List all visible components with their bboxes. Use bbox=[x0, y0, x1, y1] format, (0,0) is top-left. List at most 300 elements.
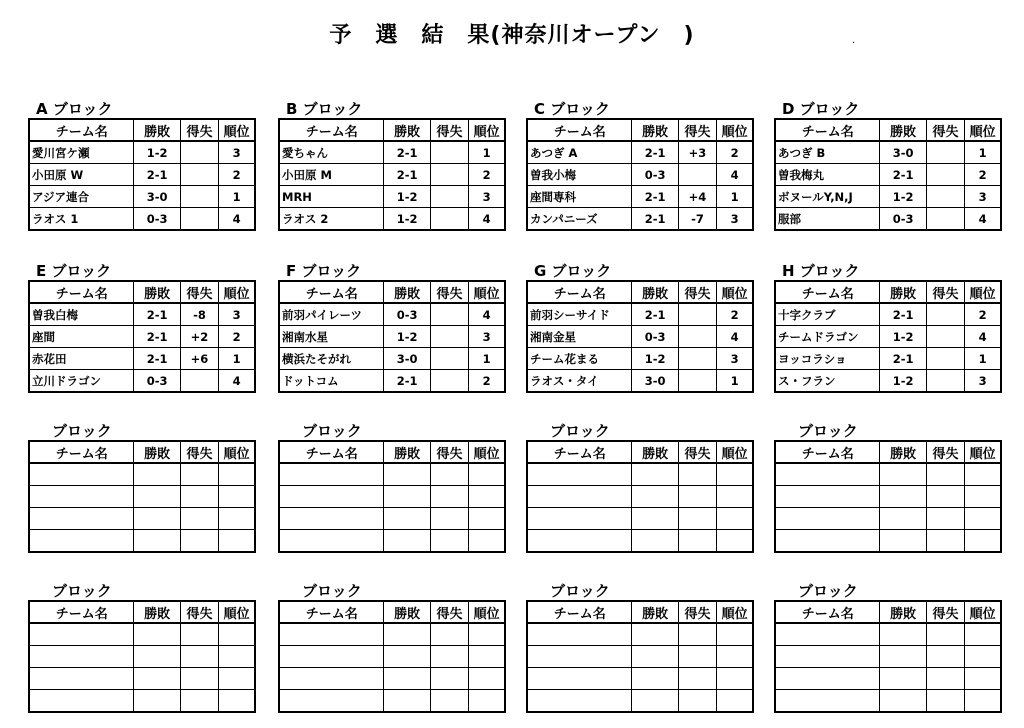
rank-cell: 2 bbox=[965, 164, 1001, 186]
stray-mark: · bbox=[852, 38, 856, 49]
rank-cell: 4 bbox=[219, 208, 255, 231]
team-cell: 横浜たそがれ bbox=[279, 348, 384, 370]
table-row bbox=[279, 164, 505, 186]
team-cell bbox=[29, 508, 134, 530]
table-row bbox=[279, 208, 505, 231]
team-cell: あつぎ B bbox=[775, 141, 880, 164]
header-team: チーム名 bbox=[775, 281, 880, 303]
standings-table bbox=[526, 280, 754, 393]
table-row bbox=[775, 348, 1001, 370]
goal-diff-cell bbox=[678, 690, 716, 713]
header-team: チーム名 bbox=[279, 281, 384, 303]
header-record: 勝敗 bbox=[384, 601, 430, 623]
header-goal-diff: 得失 bbox=[678, 601, 716, 623]
record-cell bbox=[880, 690, 926, 713]
team-cell: ラオス 2 bbox=[279, 208, 384, 231]
table-row bbox=[279, 303, 505, 326]
record-cell bbox=[384, 623, 430, 646]
table-row bbox=[527, 303, 753, 326]
record-cell bbox=[134, 690, 180, 713]
goal-diff-cell: +6 bbox=[180, 348, 218, 370]
rank-cell bbox=[965, 530, 1001, 553]
table-row bbox=[29, 348, 255, 370]
table-row bbox=[279, 186, 505, 208]
team-cell bbox=[527, 668, 632, 690]
header-goal-diff: 得失 bbox=[180, 441, 218, 463]
block-label: ブロック bbox=[550, 582, 610, 600]
header-team: チーム名 bbox=[29, 601, 134, 623]
rank-cell bbox=[717, 690, 753, 713]
rank-cell: 3 bbox=[219, 141, 255, 164]
goal-diff-cell: -8 bbox=[180, 303, 218, 326]
header-goal-diff: 得失 bbox=[430, 441, 468, 463]
header-record: 勝敗 bbox=[134, 601, 180, 623]
rank-cell bbox=[219, 668, 255, 690]
table-row bbox=[775, 208, 1001, 231]
team-cell bbox=[775, 623, 880, 646]
rank-cell bbox=[219, 530, 255, 553]
team-cell: 曽我白梅 bbox=[29, 303, 134, 326]
rank-cell: 4 bbox=[219, 370, 255, 393]
standings-table bbox=[278, 600, 506, 713]
table-row bbox=[775, 164, 1001, 186]
table-row bbox=[527, 690, 753, 713]
header-goal-diff: 得失 bbox=[678, 119, 716, 141]
record-cell bbox=[632, 486, 678, 508]
block-label: ブロック bbox=[302, 422, 362, 440]
team-cell: 小田原 M bbox=[279, 164, 384, 186]
goal-diff-cell bbox=[926, 463, 964, 486]
table-row bbox=[775, 530, 1001, 553]
table-row bbox=[29, 141, 255, 164]
rank-cell bbox=[219, 646, 255, 668]
record-cell: 2-1 bbox=[632, 186, 678, 208]
goal-diff-cell bbox=[678, 668, 716, 690]
header-team: チーム名 bbox=[775, 441, 880, 463]
goal-diff-cell bbox=[926, 141, 964, 164]
team-cell bbox=[527, 486, 632, 508]
header-record: 勝敗 bbox=[134, 281, 180, 303]
goal-diff-cell bbox=[180, 186, 218, 208]
header-rank: 順位 bbox=[717, 441, 753, 463]
record-cell: 1-2 bbox=[880, 370, 926, 393]
header-record: 勝敗 bbox=[134, 119, 180, 141]
table-row bbox=[279, 370, 505, 393]
table-row bbox=[527, 668, 753, 690]
goal-diff-cell bbox=[926, 690, 964, 713]
goal-diff-cell bbox=[430, 508, 468, 530]
team-cell bbox=[29, 486, 134, 508]
rank-cell: 1 bbox=[717, 186, 753, 208]
rank-cell: 3 bbox=[469, 326, 505, 348]
goal-diff-cell bbox=[926, 164, 964, 186]
goal-diff-cell bbox=[180, 141, 218, 164]
header-team: チーム名 bbox=[279, 119, 384, 141]
block-label: ブロック bbox=[52, 422, 112, 440]
header-team: チーム名 bbox=[527, 441, 632, 463]
rank-cell bbox=[965, 646, 1001, 668]
record-cell bbox=[880, 646, 926, 668]
header-team: チーム名 bbox=[29, 441, 134, 463]
record-cell bbox=[384, 646, 430, 668]
table-row bbox=[527, 208, 753, 231]
goal-diff-cell bbox=[430, 668, 468, 690]
rank-cell bbox=[717, 668, 753, 690]
rank-cell: 1 bbox=[965, 348, 1001, 370]
goal-diff-cell bbox=[926, 668, 964, 690]
header-rank: 順位 bbox=[965, 119, 1001, 141]
team-cell: 赤花田 bbox=[29, 348, 134, 370]
record-cell bbox=[880, 508, 926, 530]
standings-table bbox=[526, 440, 754, 553]
rank-cell: 4 bbox=[469, 303, 505, 326]
record-cell bbox=[880, 668, 926, 690]
goal-diff-cell bbox=[430, 141, 468, 164]
goal-diff-cell bbox=[926, 303, 964, 326]
team-cell: 十字クラブ bbox=[775, 303, 880, 326]
record-cell: 1-2 bbox=[880, 326, 926, 348]
rank-cell bbox=[717, 623, 753, 646]
standings-table bbox=[526, 600, 754, 713]
table-row bbox=[279, 646, 505, 668]
goal-diff-cell: +3 bbox=[678, 141, 716, 164]
team-cell: カンパニーズ bbox=[527, 208, 632, 231]
table-row bbox=[527, 508, 753, 530]
rank-cell: 2 bbox=[469, 370, 505, 393]
team-cell bbox=[279, 623, 384, 646]
rank-cell: 2 bbox=[717, 303, 753, 326]
goal-diff-cell: -7 bbox=[678, 208, 716, 231]
goal-diff-cell bbox=[926, 370, 964, 393]
block-label: F ブロック bbox=[286, 262, 362, 280]
table-row bbox=[279, 463, 505, 486]
record-cell bbox=[632, 690, 678, 713]
team-cell bbox=[527, 646, 632, 668]
goal-diff-cell bbox=[926, 530, 964, 553]
table-row bbox=[775, 486, 1001, 508]
team-cell bbox=[279, 690, 384, 713]
table-row bbox=[279, 668, 505, 690]
header-record: 勝敗 bbox=[134, 441, 180, 463]
team-cell: ラオス・タイ bbox=[527, 370, 632, 393]
rank-cell: 2 bbox=[219, 164, 255, 186]
record-cell bbox=[384, 530, 430, 553]
record-cell: 2-1 bbox=[384, 141, 430, 164]
team-cell bbox=[527, 508, 632, 530]
goal-diff-cell bbox=[430, 164, 468, 186]
record-cell bbox=[134, 530, 180, 553]
header-rank: 順位 bbox=[219, 281, 255, 303]
rank-cell: 3 bbox=[717, 348, 753, 370]
rank-cell: 1 bbox=[469, 141, 505, 164]
header-row bbox=[279, 601, 505, 623]
rank-cell bbox=[219, 623, 255, 646]
goal-diff-cell: +2 bbox=[180, 326, 218, 348]
block-label: A ブロック bbox=[36, 100, 113, 118]
rank-cell: 3 bbox=[717, 208, 753, 231]
team-cell bbox=[279, 463, 384, 486]
block-label: G ブロック bbox=[534, 262, 612, 280]
standings-table bbox=[774, 440, 1002, 553]
rank-cell: 2 bbox=[717, 141, 753, 164]
header-row bbox=[775, 441, 1001, 463]
team-cell bbox=[279, 646, 384, 668]
goal-diff-cell bbox=[180, 486, 218, 508]
table-row bbox=[775, 508, 1001, 530]
goal-diff-cell bbox=[926, 508, 964, 530]
record-cell: 1-2 bbox=[880, 186, 926, 208]
header-row bbox=[29, 119, 255, 141]
team-cell bbox=[775, 530, 880, 553]
team-cell bbox=[29, 668, 134, 690]
record-cell: 0-3 bbox=[134, 208, 180, 231]
record-cell: 0-3 bbox=[632, 164, 678, 186]
goal-diff-cell bbox=[678, 164, 716, 186]
header-row bbox=[29, 281, 255, 303]
team-cell: ボヌールY,N,J bbox=[775, 186, 880, 208]
table-row bbox=[29, 164, 255, 186]
table-row bbox=[527, 141, 753, 164]
header-rank: 順位 bbox=[965, 281, 1001, 303]
standings-table bbox=[28, 440, 256, 553]
record-cell: 2-1 bbox=[384, 164, 430, 186]
header-team: チーム名 bbox=[29, 281, 134, 303]
block-label: ブロック bbox=[798, 422, 858, 440]
standings-table bbox=[774, 118, 1002, 231]
header-record: 勝敗 bbox=[880, 119, 926, 141]
header-team: チーム名 bbox=[527, 119, 632, 141]
header-row bbox=[527, 281, 753, 303]
record-cell: 1-2 bbox=[134, 141, 180, 164]
standings-table bbox=[774, 280, 1002, 393]
table-row bbox=[279, 623, 505, 646]
team-cell bbox=[775, 646, 880, 668]
team-cell bbox=[29, 463, 134, 486]
table-row bbox=[279, 326, 505, 348]
goal-diff-cell bbox=[926, 623, 964, 646]
record-cell: 0-3 bbox=[880, 208, 926, 231]
standings-table bbox=[28, 600, 256, 713]
header-record: 勝敗 bbox=[384, 119, 430, 141]
rank-cell bbox=[469, 646, 505, 668]
record-cell bbox=[384, 668, 430, 690]
goal-diff-cell bbox=[430, 348, 468, 370]
header-rank: 順位 bbox=[717, 601, 753, 623]
goal-diff-cell bbox=[180, 623, 218, 646]
table-row bbox=[775, 690, 1001, 713]
table-row bbox=[775, 668, 1001, 690]
team-cell: チーム花まる bbox=[527, 348, 632, 370]
rank-cell: 1 bbox=[965, 141, 1001, 164]
rank-cell bbox=[219, 508, 255, 530]
team-cell bbox=[279, 486, 384, 508]
table-row bbox=[29, 668, 255, 690]
standings-table bbox=[28, 280, 256, 393]
goal-diff-cell bbox=[678, 326, 716, 348]
rank-cell bbox=[717, 486, 753, 508]
team-cell bbox=[527, 463, 632, 486]
header-rank: 順位 bbox=[219, 119, 255, 141]
record-cell: 2-1 bbox=[134, 303, 180, 326]
rank-cell: 4 bbox=[717, 164, 753, 186]
goal-diff-cell bbox=[430, 370, 468, 393]
team-cell bbox=[775, 463, 880, 486]
goal-diff-cell bbox=[926, 646, 964, 668]
header-rank: 順位 bbox=[219, 441, 255, 463]
goal-diff-cell bbox=[180, 530, 218, 553]
table-row bbox=[775, 303, 1001, 326]
rank-cell: 3 bbox=[469, 186, 505, 208]
team-cell: ドットコム bbox=[279, 370, 384, 393]
team-cell: ス・フラン bbox=[775, 370, 880, 393]
table-row bbox=[29, 303, 255, 326]
record-cell: 2-1 bbox=[384, 370, 430, 393]
record-cell bbox=[632, 646, 678, 668]
header-goal-diff: 得失 bbox=[678, 281, 716, 303]
team-cell: 前羽パイレーツ bbox=[279, 303, 384, 326]
rank-cell: 1 bbox=[219, 348, 255, 370]
team-cell bbox=[775, 668, 880, 690]
header-record: 勝敗 bbox=[880, 601, 926, 623]
rank-cell bbox=[469, 530, 505, 553]
record-cell bbox=[134, 646, 180, 668]
record-cell bbox=[880, 530, 926, 553]
header-goal-diff: 得失 bbox=[180, 281, 218, 303]
goal-diff-cell bbox=[678, 348, 716, 370]
table-row bbox=[279, 141, 505, 164]
team-cell: アジア連合 bbox=[29, 186, 134, 208]
goal-diff-cell bbox=[430, 208, 468, 231]
rank-cell: 3 bbox=[219, 303, 255, 326]
header-team: チーム名 bbox=[279, 441, 384, 463]
goal-diff-cell bbox=[430, 690, 468, 713]
goal-diff-cell bbox=[430, 463, 468, 486]
record-cell: 3-0 bbox=[880, 141, 926, 164]
record-cell bbox=[632, 463, 678, 486]
table-row bbox=[527, 164, 753, 186]
team-cell: あつぎ A bbox=[527, 141, 632, 164]
record-cell: 3-0 bbox=[384, 348, 430, 370]
block-label: ブロック bbox=[302, 582, 362, 600]
goal-diff-cell bbox=[678, 463, 716, 486]
record-cell bbox=[880, 486, 926, 508]
goal-diff-cell bbox=[180, 208, 218, 231]
rank-cell: 1 bbox=[469, 348, 505, 370]
table-row bbox=[527, 370, 753, 393]
team-cell bbox=[29, 530, 134, 553]
header-rank: 順位 bbox=[469, 441, 505, 463]
block-label: E ブロック bbox=[36, 262, 112, 280]
header-goal-diff: 得失 bbox=[926, 441, 964, 463]
table-row bbox=[775, 370, 1001, 393]
table-row bbox=[29, 208, 255, 231]
table-row bbox=[29, 530, 255, 553]
table-row bbox=[527, 326, 753, 348]
header-rank: 順位 bbox=[469, 119, 505, 141]
team-cell bbox=[527, 623, 632, 646]
table-row bbox=[29, 486, 255, 508]
rank-cell bbox=[965, 463, 1001, 486]
record-cell bbox=[134, 623, 180, 646]
table-row bbox=[527, 646, 753, 668]
record-cell: 2-1 bbox=[632, 208, 678, 231]
table-row bbox=[527, 463, 753, 486]
record-cell bbox=[632, 668, 678, 690]
team-cell bbox=[775, 690, 880, 713]
record-cell bbox=[880, 463, 926, 486]
record-cell bbox=[384, 463, 430, 486]
table-row bbox=[775, 646, 1001, 668]
rank-cell bbox=[965, 623, 1001, 646]
header-team: チーム名 bbox=[775, 119, 880, 141]
table-row bbox=[775, 623, 1001, 646]
team-cell: 座間 bbox=[29, 326, 134, 348]
block-label: H ブロック bbox=[782, 262, 860, 280]
header-goal-diff: 得失 bbox=[180, 119, 218, 141]
rank-cell: 1 bbox=[717, 370, 753, 393]
team-cell: チームドラゴン bbox=[775, 326, 880, 348]
record-cell: 2-1 bbox=[880, 303, 926, 326]
header-row bbox=[279, 281, 505, 303]
header-rank: 順位 bbox=[965, 441, 1001, 463]
record-cell bbox=[134, 486, 180, 508]
block-label: D ブロック bbox=[782, 100, 860, 118]
team-cell: MRH bbox=[279, 186, 384, 208]
header-record: 勝敗 bbox=[632, 441, 678, 463]
table-row bbox=[29, 623, 255, 646]
team-cell: 座間専科 bbox=[527, 186, 632, 208]
header-row bbox=[527, 601, 753, 623]
goal-diff-cell bbox=[430, 530, 468, 553]
table-row bbox=[29, 646, 255, 668]
table-row bbox=[29, 326, 255, 348]
table-row bbox=[279, 486, 505, 508]
goal-diff-cell bbox=[180, 370, 218, 393]
header-rank: 順位 bbox=[717, 281, 753, 303]
table-row bbox=[775, 463, 1001, 486]
header-row bbox=[29, 601, 255, 623]
team-cell bbox=[279, 668, 384, 690]
goal-diff-cell bbox=[430, 646, 468, 668]
record-cell bbox=[134, 463, 180, 486]
header-goal-diff: 得失 bbox=[180, 601, 218, 623]
standings-table bbox=[526, 118, 754, 231]
standings-table bbox=[278, 440, 506, 553]
record-cell: 0-3 bbox=[384, 303, 430, 326]
team-cell: 服部 bbox=[775, 208, 880, 231]
table-row bbox=[279, 530, 505, 553]
header-goal-diff: 得失 bbox=[678, 441, 716, 463]
rank-cell bbox=[469, 623, 505, 646]
rank-cell bbox=[219, 463, 255, 486]
rank-cell bbox=[965, 508, 1001, 530]
record-cell bbox=[632, 508, 678, 530]
rank-cell bbox=[469, 508, 505, 530]
goal-diff-cell bbox=[678, 508, 716, 530]
table-row bbox=[527, 486, 753, 508]
header-rank: 順位 bbox=[469, 281, 505, 303]
team-cell: 湘南金星 bbox=[527, 326, 632, 348]
record-cell: 1-2 bbox=[384, 186, 430, 208]
header-row bbox=[279, 441, 505, 463]
rank-cell: 3 bbox=[965, 370, 1001, 393]
rank-cell: 4 bbox=[965, 208, 1001, 231]
goal-diff-cell bbox=[926, 348, 964, 370]
team-cell: 立川ドラゴン bbox=[29, 370, 134, 393]
team-cell: ヨッコラショ bbox=[775, 348, 880, 370]
rank-cell: 4 bbox=[717, 326, 753, 348]
table-row bbox=[775, 326, 1001, 348]
